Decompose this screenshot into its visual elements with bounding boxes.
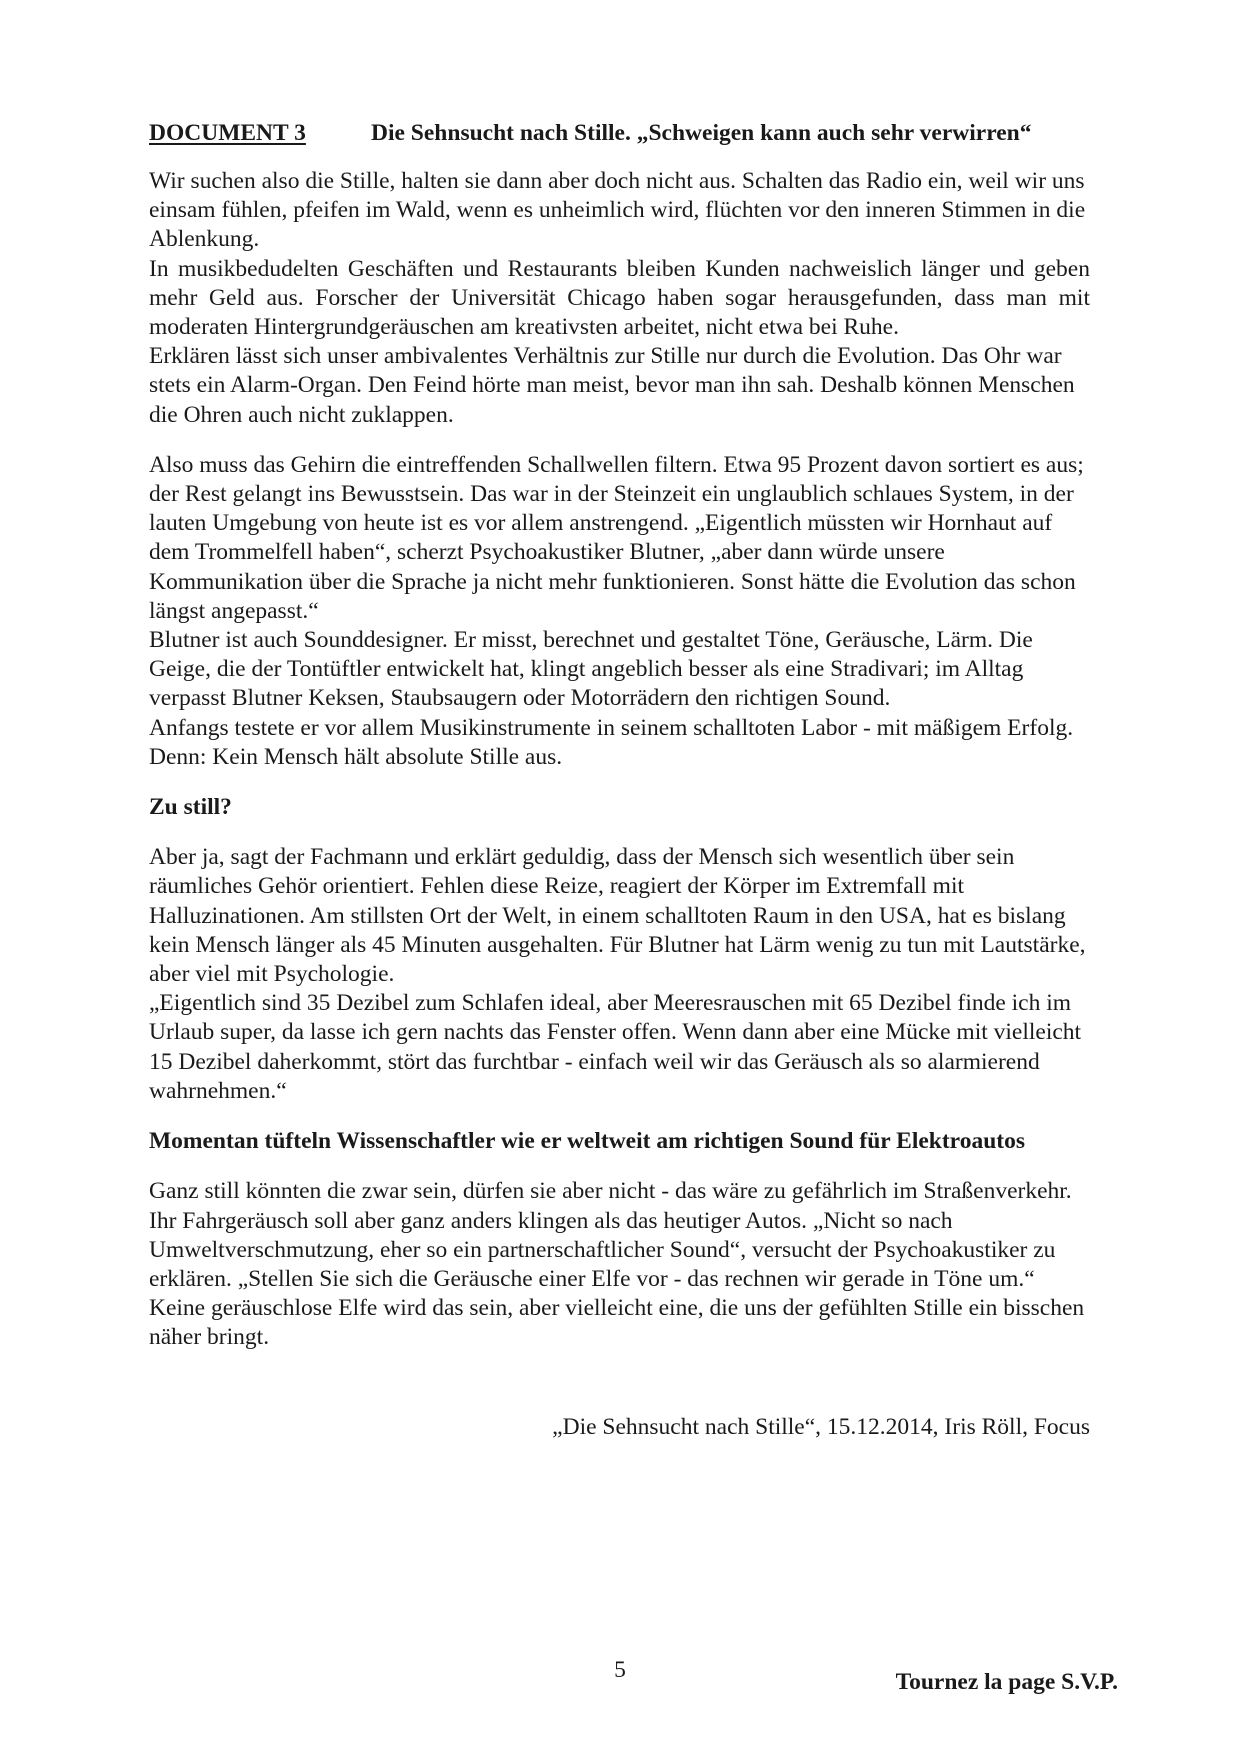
paragraph: Erklären lässt sich unser ambivalentes Verhältnis zur Stille nur durch die Evolution. Das Ohr war stets ein Alarm-Organ. Den Feind hörte man meist, bevor man ihn sah. Deshalb können Menschen die Ohren auch nicht zuklappen. [149,343,1075,428]
spacer [149,1156,1090,1177]
paragraph: Wir suchen also die Stille, halten sie dann aber doch nicht aus. Schalten das Radio ein, weil wir uns einsam fühlen, pfeifen im Wald, wenn es unheimlich wird, flüchten vor den inneren Stimmen in die Ablenkung. [149,168,1086,253]
spacer [149,1106,1090,1127]
paragraph: „Eigentlich sind 35 Dezibel zum Schlafen ideal, aber Meeresrauschen mit 65 Dezibel finde ich im Urlaub super, da lasse ich gern nachts das Fenster offen. Wenn dann aber eine Mücke mit vielleicht 15 Dezibel daherkommt, stört das furchtbar - einfach weil wir das Geräusch als so alarmierend wahrnehmen.“ [149,990,1082,1104]
section-elektroautos [149,1177,1090,1352]
section-intro [149,167,1090,430]
paragraph: Anfangs testete er vor allem Musikinstrumente in seinem schalltoten Labor - mit mäßigem Erfolg. Denn: Kein Mensch hält absolute Stille aus. [149,714,1074,770]
paragraph: In musikbedudelten Geschäften und Restaurants bleiben Kunden nachweislich länger und geben mehr Geld aus. Forscher der Universität Chicago haben sogar herausgefunden, dass man mit moderaten Hintergrundgeräuschen am kreativsten arbeitet, nicht etwa bei Ruhe. [149,255,1090,341]
spacer [149,430,1090,451]
section-zu-still [149,843,1090,1106]
paragraph: Also muss das Gehirn die eintreffenden Schallwellen filtern. Etwa 95 Prozent davon sortiert es aus; der Rest gelangt ins Bewusstsein. Das war in der Steinzeit ein unglaublich schlaues System, in der lauten Umgebung von heute ist es vor allem anstrengend. „Eigentlich müssten wir Hornhaut auf dem Trommelfell haben“, scherzt Psychoakustiker Blutner, „aber dann würde unsere Kommunikation über die Sprache ja nicht mehr funktionieren. Sonst hätte die Evolution das schon längst angepasst.“ [149,451,1084,624]
subheading-elektroautos: Momentan tüfteln Wissenschaftler wie er weltweit am richtigen Sound für Elektroautos [149,1128,1025,1155]
document-label: DOCUMENT 3 [149,120,306,146]
section-filter [149,451,1090,772]
page-number: 5 [614,1657,626,1683]
source-citation: „Die Sehnsucht nach Stille“, 15.12.2014, Iris Röll, Focus [552,1413,1090,1440]
paragraph: Blutner ist auch Sounddesigner. Er misst, berechnet und gestaltet Töne, Geräusche, Lärm. Die Geige, die der Tontüftler entwickelt hat, klingt angeblich besser als eine Stradivari; im Alltag verpasst Blutner Keksen, Staubsaugern oder Motorrädern den richtigen Sound. [149,627,1033,712]
subheading-zu-still: Zu still? [149,794,232,821]
document-header [149,118,1090,148]
document-page [149,118,1090,1442]
turn-page-note: Tournez la page S.V.P. [895,1669,1118,1695]
document-title: Die Sehnsucht nach Stille. „Schweigen kann auch sehr verwirren“ [371,120,1032,146]
spacer [149,772,1090,793]
paragraph: Ganz still könnten die zwar sein, dürfen sie aber nicht - das wäre zu gefährlich im Straßenverkehr. Ihr Fahrgeräusch soll aber ganz anders klingen als das heutiger Autos. „Nicht so nach Umweltverschmutzung, eher so ein partnerschaftlicher Sound“, versucht der Psychoakustiker zu erklären. „Stellen Sie sich die Geräusche einer Elfe vor - das rechnen wir gerade in Töne um.“ Keine geräuschlose Elfe wird das sein, aber vielleicht eine, die uns der gefühlten Stille ein bisschen näher bringt. [149,1178,1085,1351]
paragraph: Aber ja, sagt der Fachmann und erklärt geduldig, dass der Mensch sich wesentlich über sein räumliches Gehör orientiert. Fehlen diese Reize, reagiert der Körper im Extremfall mit Halluzinationen. Am stillsten Ort der Welt, in einem schalltoten Raum in den USA, hat es bislang kein Mensch länger als 45 Minuten ausgehalten. Für Blutner hat Lärm wenig zu tun mit Lautstärke, aber viel mit Psychologie. [149,844,1086,988]
spacer [149,822,1090,843]
